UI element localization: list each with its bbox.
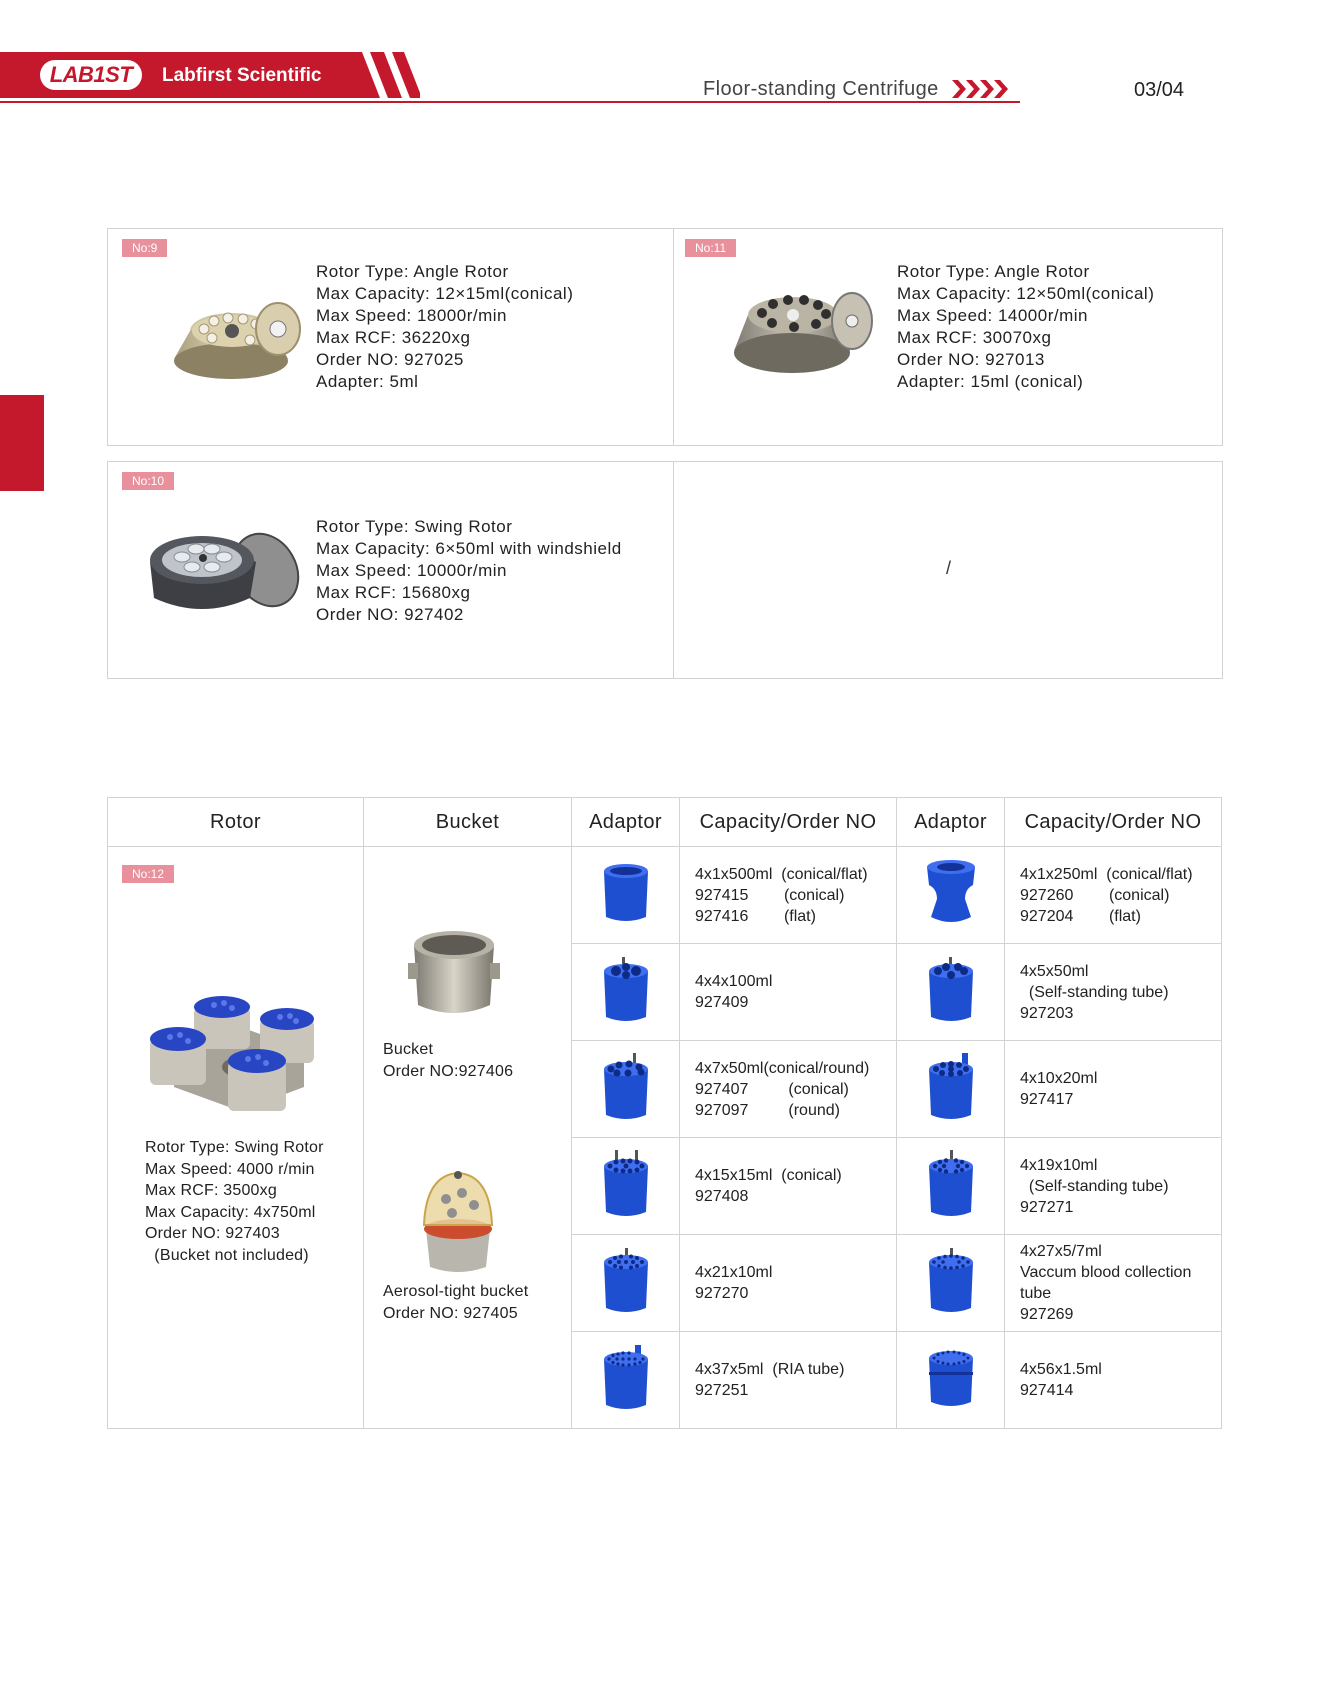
adaptor-cell bbox=[572, 944, 680, 1041]
order-line: 927415 (conical) bbox=[695, 886, 845, 904]
aerosol-bucket-name: Aerosol-tight bucket bbox=[383, 1283, 529, 1300]
order-line: 927203 bbox=[1020, 1004, 1074, 1022]
table-header-row bbox=[108, 798, 1222, 847]
rotor-cell bbox=[108, 847, 364, 1429]
note-line: (Self-standing tube) bbox=[1020, 1177, 1169, 1195]
rotor-number-badge: No:10 bbox=[122, 472, 174, 490]
spec-adapter: Adapter: 5ml bbox=[316, 372, 419, 391]
capacity-line: 4x5x50ml bbox=[1020, 962, 1089, 980]
adaptor-cell bbox=[897, 944, 1005, 1041]
note-line: (Self-standing tube) bbox=[1020, 983, 1169, 1001]
capacity-line: 4x7x50ml(conical/round) bbox=[695, 1059, 870, 1077]
page-number: 03/04 bbox=[1134, 79, 1185, 101]
order-line: 927269 bbox=[1020, 1306, 1074, 1323]
rotor-specs bbox=[316, 516, 622, 626]
order-line: 927097 (round) bbox=[695, 1101, 840, 1119]
adaptor-100ml-image bbox=[599, 955, 653, 1025]
rotor-number-badge: No:11 bbox=[685, 239, 736, 257]
spec-max-capacity: Max Capacity: 12×15ml(conical) bbox=[316, 284, 574, 303]
header-bucket: Bucket bbox=[364, 798, 572, 847]
spec-adapter: Adapter: 15ml (conical) bbox=[897, 372, 1084, 391]
adaptor-cell bbox=[572, 1041, 680, 1138]
order-line: 927416 (flat) bbox=[695, 907, 816, 925]
spec-max-capacity: Max Capacity: 12×50ml(conical) bbox=[897, 284, 1155, 303]
note-line: Vaccum blood collection bbox=[1020, 1264, 1192, 1281]
spec-max-speed: Max Speed: 14000r/min bbox=[897, 306, 1088, 325]
spec-order-no: Order NO: 927402 bbox=[316, 605, 464, 624]
adaptor-1-5ml-image bbox=[924, 1346, 978, 1410]
capacity-line: 4x21x10ml bbox=[695, 1264, 773, 1281]
adaptor-cell bbox=[897, 1138, 1005, 1235]
note-line: tube bbox=[1020, 1285, 1052, 1302]
adaptor-15ml-image bbox=[599, 1148, 653, 1220]
capacity-cell bbox=[680, 944, 897, 1041]
spec-max-rcf: Max RCF: 15680xg bbox=[316, 583, 471, 602]
adaptor-cell bbox=[897, 847, 1005, 944]
rotor-specs bbox=[145, 1137, 324, 1266]
aerosol-bucket-image bbox=[416, 1169, 500, 1277]
header-capacity: Capacity/Order NO bbox=[680, 798, 897, 847]
spec-max-speed: Max Speed: 10000r/min bbox=[316, 561, 507, 580]
capacity-cell bbox=[1005, 944, 1222, 1041]
adaptor-21x10ml-image bbox=[599, 1246, 653, 1316]
adaptor-cell bbox=[897, 1041, 1005, 1138]
bucket-cell bbox=[364, 847, 572, 1429]
adaptor-cell bbox=[572, 1235, 680, 1332]
order-line: 927414 bbox=[1020, 1382, 1074, 1399]
spec-order-no: Order NO: 927013 bbox=[897, 350, 1045, 369]
spec-max-rcf: Max RCF: 3500xg bbox=[145, 1182, 277, 1199]
adaptor-500ml-image bbox=[599, 861, 653, 925]
rotor-card-no10 bbox=[107, 461, 675, 679]
spec-rotor-type: Rotor Type: Angle Rotor bbox=[897, 262, 1090, 281]
capacity-line: 4x27x5/7ml bbox=[1020, 1243, 1102, 1260]
order-line: 927204 (flat) bbox=[1020, 907, 1141, 925]
spec-order-no: Order NO: 927025 bbox=[316, 350, 464, 369]
spec-max-rcf: Max RCF: 36220xg bbox=[316, 328, 471, 347]
capacity-cell bbox=[1005, 1041, 1222, 1138]
rotor-specs bbox=[897, 261, 1154, 393]
swing-rotor-image bbox=[144, 987, 330, 1127]
aerosol-bucket-label bbox=[383, 1281, 528, 1324]
capacity-cell bbox=[1005, 847, 1222, 944]
header-adaptor: Adaptor bbox=[897, 798, 1005, 847]
capacity-line: 4x1x500ml (conical/flat) bbox=[695, 865, 868, 883]
spec-max-rcf: Max RCF: 30070xg bbox=[897, 328, 1052, 347]
order-line: 927271 bbox=[1020, 1198, 1074, 1216]
aerosol-bucket-order-no: Order NO: 927405 bbox=[383, 1304, 518, 1322]
order-line: 927408 bbox=[695, 1188, 749, 1205]
header-rotor: Rotor bbox=[108, 798, 364, 847]
angle-rotor-image bbox=[718, 289, 878, 389]
adaptor-20ml-image bbox=[924, 1051, 978, 1123]
bucket-image bbox=[406, 927, 502, 1023]
adaptor-table bbox=[107, 797, 1222, 1429]
adaptor-cell bbox=[572, 1138, 680, 1235]
spec-note: (Bucket not included) bbox=[145, 1246, 309, 1264]
brand-name: Labfirst Scientific bbox=[162, 65, 322, 86]
rotor-specs bbox=[316, 261, 573, 393]
header-capacity: Capacity/Order NO bbox=[1005, 798, 1222, 847]
capacity-cell bbox=[1005, 1332, 1222, 1429]
adaptor-cell bbox=[572, 847, 680, 944]
order-line: 927417 bbox=[1020, 1091, 1074, 1108]
capacity-cell bbox=[680, 1332, 897, 1429]
capacity-cell bbox=[680, 847, 897, 944]
spec-rotor-type: Rotor Type: Swing Rotor bbox=[145, 1139, 324, 1156]
capacity-line: 4x15x15ml (conical) bbox=[695, 1167, 842, 1184]
capacity-line: 4x19x10ml bbox=[1020, 1156, 1098, 1174]
empty-card bbox=[673, 461, 1223, 679]
adaptor-cell bbox=[572, 1332, 680, 1429]
capacity-cell bbox=[1005, 1235, 1222, 1332]
rotor-number-badge: No:9 bbox=[122, 239, 167, 257]
bucket-label bbox=[383, 1039, 513, 1082]
spec-rotor-type: Rotor Type: Swing Rotor bbox=[316, 517, 513, 536]
angle-rotor-image bbox=[144, 287, 304, 397]
adaptor-cell bbox=[897, 1235, 1005, 1332]
capacity-line: 4x37x5ml (RIA tube) bbox=[695, 1361, 845, 1378]
adaptor-5-7ml-image bbox=[924, 1246, 978, 1316]
capacity-line: 4x10x20ml bbox=[1020, 1070, 1098, 1087]
table-row bbox=[108, 847, 1222, 944]
capacity-cell bbox=[680, 1235, 897, 1332]
spec-max-capacity: Max Capacity: 4x750ml bbox=[145, 1203, 316, 1221]
document-title: Floor-standing Centrifuge bbox=[703, 78, 939, 100]
spec-max-speed: Max Speed: 4000 r/min bbox=[145, 1160, 315, 1178]
header-adaptor: Adaptor bbox=[572, 798, 680, 847]
capacity-cell bbox=[680, 1041, 897, 1138]
capacity-line: 4x1x250ml (conical/flat) bbox=[1020, 865, 1193, 883]
adaptor-ria-image bbox=[599, 1343, 653, 1413]
capacity-cell bbox=[680, 1138, 897, 1235]
adaptor-cell bbox=[897, 1332, 1005, 1429]
adaptor-50ml-image bbox=[924, 955, 978, 1025]
capacity-line: 4x4x100ml bbox=[695, 973, 773, 990]
order-line: 927407 (conical) bbox=[695, 1080, 849, 1098]
spec-rotor-type: Rotor Type: Angle Rotor bbox=[316, 262, 509, 281]
rotor-card-no11 bbox=[673, 228, 1223, 446]
side-tab bbox=[0, 395, 44, 491]
order-line: 927409 bbox=[695, 994, 749, 1011]
brand-logo: LAB1ST bbox=[40, 60, 142, 90]
bucket-order-no: Order NO:927406 bbox=[383, 1062, 514, 1080]
spec-max-capacity: Max Capacity: 6×50ml with windshield bbox=[316, 539, 622, 558]
spec-max-speed: Max Speed: 18000r/min bbox=[316, 306, 507, 325]
order-line: 927251 bbox=[695, 1382, 749, 1399]
order-line: 927270 bbox=[695, 1285, 749, 1302]
swing-rotor-image bbox=[146, 522, 316, 622]
bucket-name: Bucket bbox=[383, 1041, 434, 1058]
capacity-line: 4x56x1.5ml bbox=[1020, 1361, 1102, 1378]
rotor-card-no9 bbox=[107, 228, 675, 446]
empty-placeholder: / bbox=[946, 558, 952, 578]
spec-order-no: Order NO: 927403 bbox=[145, 1225, 280, 1242]
capacity-cell bbox=[1005, 1138, 1222, 1235]
order-line: 927260 (conical) bbox=[1020, 886, 1170, 904]
chevrons-icon bbox=[952, 78, 1012, 100]
adaptor-10ml-image bbox=[924, 1148, 978, 1220]
adaptor-250ml-image bbox=[921, 859, 981, 927]
rotor-number-badge: No:12 bbox=[122, 865, 174, 883]
adaptor-7x50ml-image bbox=[599, 1051, 653, 1123]
